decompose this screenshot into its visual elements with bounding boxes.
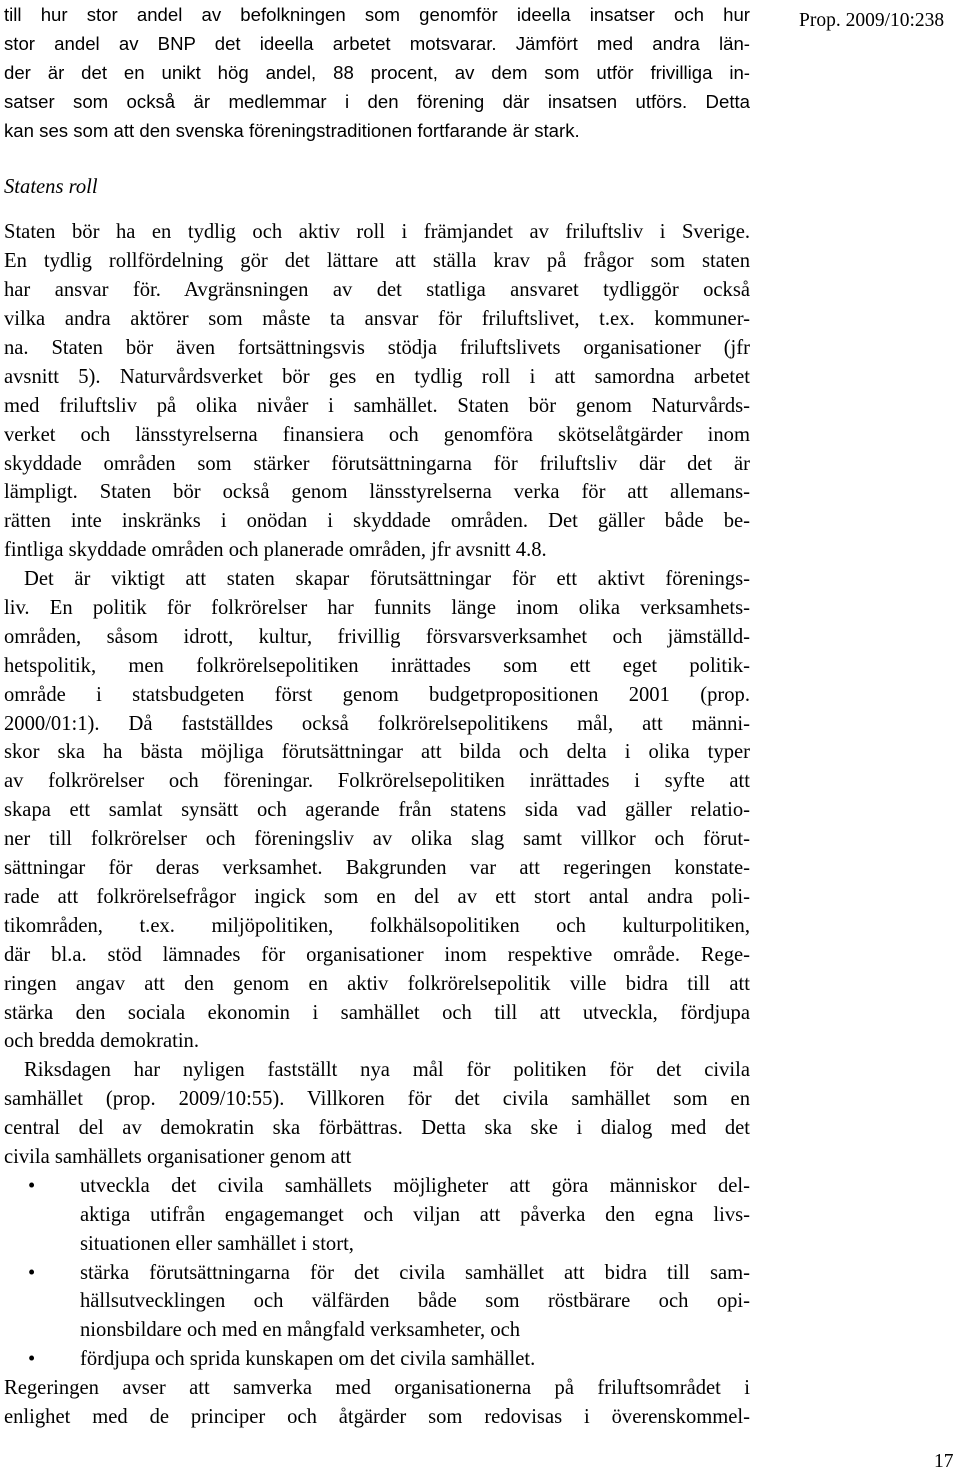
text-line: der är det en unikt hög andel, 88 procent, av dem som utför frivilliga in- [4, 61, 750, 83]
text-line: tikområden, t.ex. miljöpolitiken, folkhälsopolitiken och kulturpolitiken, [4, 914, 750, 937]
text-line: enlighet med de principer och åtgärder som redovisas i överenskommel- [4, 1405, 750, 1428]
text-line: aktiga utifrån engagemanget och viljan att påverka den egna livs- [80, 1203, 750, 1226]
list-item [4, 1172, 750, 1259]
text-line: Regeringen avser att samverka med organisationerna på friluftsområdet i [4, 1377, 750, 1400]
text-line: fördjupa och sprida kunskapen om det civila samhället. [80, 1348, 536, 1371]
text-line: 2000/01:1). Då fastställdes också folkrörelsepolitikens mål, att männi- [4, 712, 750, 735]
bullet-icon: • [28, 1261, 36, 1284]
text-line: En tydlig rollfördelning gör det lättare att ställa krav på frågor som staten [4, 250, 750, 273]
text-line: ner till folkrörelser och föreningsliv av olika slag samt villkor och förut- [4, 828, 750, 851]
text-line: stärka förutsättningarna för det civila samhället att bidra till sam- [80, 1261, 750, 1284]
text-line: där bl.a. stöd lämnades för organisationer inom respektive område. Rege- [4, 943, 750, 966]
text-line: lämpligt. Staten bör också genom länsstyrelserna verka för att allemans- [4, 481, 750, 504]
text-line: utveckla det civila samhällets möjligheter att göra människor del- [80, 1174, 750, 1197]
text-line: verket och länsstyrelserna finansiera och genomföra skötselåtgärder inom [4, 423, 750, 446]
list-item [4, 1259, 750, 1346]
paragraph-civila-samhallet [4, 1056, 750, 1172]
text-line: na. Staten bör även fortsättningsvis stödja friluftslivets organisationer (jfr [4, 337, 750, 360]
bullet-list [4, 1172, 750, 1374]
text-line: civila samhällets organisationer genom att [4, 1145, 352, 1168]
text-line: av folkrörelser och föreningar. Folkrörelsepolitiken inrättades i syfte att [4, 770, 750, 793]
list-item [4, 1345, 750, 1374]
text-line: och bredda demokratin. [4, 1030, 199, 1053]
text-line: nionsbildare och med en mångfald verksamheter, och [80, 1319, 521, 1342]
text-line: avsnitt 5). Naturvårdsverket bör ges en tydlig roll i att samordna arbetet [4, 365, 750, 388]
bullet-icon: • [28, 1348, 36, 1371]
intro-paragraph [4, 1, 750, 145]
text-line: samhället (prop. 2009/10:55). Villkoren för det civila samhället som en [4, 1088, 750, 1111]
text-line: ringen angav att den genom en aktiv folkrörelsepolitik ville bidra till att [4, 972, 750, 995]
text-line: Det är viktigt att staten skapar förutsättningar för ett aktivt förenings- [24, 568, 750, 591]
text-line: hetspolitik, men folkrörelsepolitiken inrättades som ett eget politik- [4, 654, 750, 677]
text-line: sättningar för deras verksamhet. Bakgrunden var att regeringen konstate- [4, 857, 750, 880]
text-line: hällsutvecklingen och välfärden både som röstbärare och opi- [80, 1290, 750, 1313]
text-line: områden, såsom idrott, kultur, frivillig försvarsverksamhet och jämställd- [4, 625, 750, 648]
closing-paragraph [4, 1374, 750, 1432]
text-line: stor andel av BNP det ideella arbetet motsvarar. Jämfört med andra län- [4, 32, 750, 54]
page-number: 17 [934, 1451, 954, 1472]
text-line: situationen eller samhället i stort, [80, 1232, 354, 1255]
paragraph-foreningsliv [4, 565, 750, 1056]
text-line: vilka andra aktörer som måste ta ansvar för friluftslivet, t.ex. kommuner- [4, 308, 750, 331]
text-line: till hur stor andel av befolkningen som genomför ideella insatser och hur [4, 4, 750, 25]
text-line: rätten inte inskränks i onödan i skyddade områden. Det gäller både be- [4, 510, 750, 533]
bullet-icon: • [28, 1174, 36, 1197]
text-line: fintliga skyddade områden och planerade områden, jfr avsnitt 4.8. [4, 539, 547, 562]
text-line: rade att folkrörelsefrågor ingick som en del av ett stort antal andra poli- [4, 885, 750, 908]
text-line: central del av demokratin ska förbättras. Detta ska ske i dialog med det [4, 1117, 750, 1140]
prop-reference: Prop. 2009/10:238 [799, 10, 945, 31]
text-line: skyddade områden som stärker förutsättningarna för friluftsliv där det är [4, 452, 750, 475]
text-line: satser som också är medlemmar i den förening där insatsen utförs. Detta [4, 90, 750, 112]
text-line: kan ses som att den svenska föreningstraditionen fortfarande är stark. [4, 119, 580, 141]
text-line: har ansvar för. Avgränsningen av det statliga ansvaret tydliggör också [4, 279, 750, 302]
text-line: med friluftsliv på olika nivåer i samhället. Staten bör genom Naturvårds- [4, 394, 750, 417]
text-line: Riksdagen har nyligen fastställt nya mål för politiken för det civila [24, 1059, 750, 1082]
text-line: skapa ett samlat synsätt och agerande från statens sida vad gäller relatio- [4, 799, 750, 822]
text-line: Staten bör ha en tydlig och aktiv roll i främjandet av friluftsliv i Sverige. [4, 221, 750, 244]
paragraph-statens-roll [4, 218, 750, 565]
text-line: område i statsbudgeten först genom budgetpropositionen 2001 (prop. [4, 683, 750, 706]
body-text-column [4, 1, 750, 1432]
text-line: liv. En politik för folkrörelser har funnits länge inom olika verksamhets- [4, 597, 750, 620]
section-heading: Statens roll [4, 176, 98, 199]
text-line: skor ska ha bästa möjliga förutsättningar att bilda och delta i olika typer [4, 741, 750, 764]
text-line: stärka den sociala ekonomin i samhället och till att utveckla, fördjupa [4, 1001, 750, 1024]
